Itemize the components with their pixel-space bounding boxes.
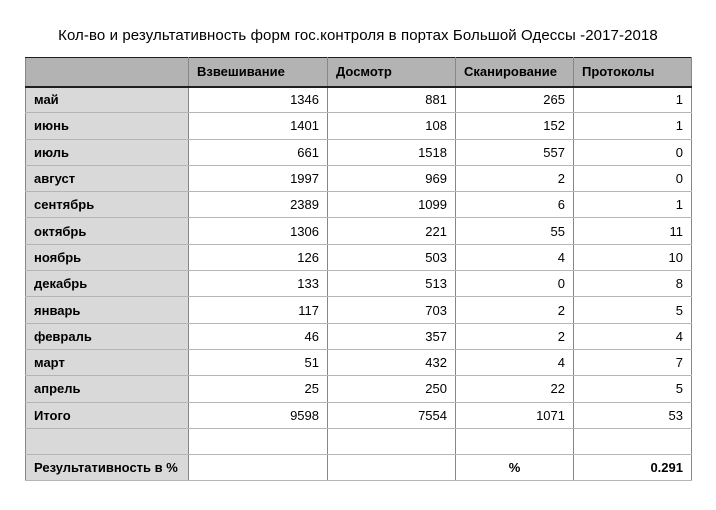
table-cell: 7554: [328, 402, 456, 428]
table-cell: 0: [456, 271, 574, 297]
table-cell: 9598: [189, 402, 328, 428]
table-cell: 46: [189, 323, 328, 349]
table-cell: 1: [574, 113, 692, 139]
data-table: [25, 57, 692, 481]
table-cell: [574, 428, 692, 454]
row-label: [26, 428, 189, 454]
table-cell: %: [456, 455, 574, 481]
table-cell: 2: [456, 297, 574, 323]
table-cell: 432: [328, 349, 456, 375]
table-cell: 221: [328, 218, 456, 244]
column-header: Протоколы: [574, 58, 692, 87]
table-row: [26, 87, 692, 113]
table-cell: 265: [456, 87, 574, 113]
table-cell: 108: [328, 113, 456, 139]
table-row: [26, 113, 692, 139]
table-cell: 969: [328, 165, 456, 191]
table-body: [26, 87, 692, 481]
table-cell: 10: [574, 244, 692, 270]
table-cell: 11: [574, 218, 692, 244]
table-row: [26, 165, 692, 191]
row-label: июнь: [26, 113, 189, 139]
table-cell: 250: [328, 376, 456, 402]
table-cell: 1401: [189, 113, 328, 139]
table-cell: 22: [456, 376, 574, 402]
table-cell: [189, 428, 328, 454]
table-cell: 53: [574, 402, 692, 428]
page-title: Кол-во и результативность форм гос.контроля в портах Большой Одессы -2017-2018: [58, 27, 658, 44]
table-cell: 0: [574, 165, 692, 191]
table-cell: 503: [328, 244, 456, 270]
row-label: сентябрь: [26, 192, 189, 218]
table-cell: 126: [189, 244, 328, 270]
table-cell: 8: [574, 271, 692, 297]
row-label: декабрь: [26, 271, 189, 297]
table-cell: 2: [456, 323, 574, 349]
table-cell: [328, 428, 456, 454]
table-cell: 0: [574, 139, 692, 165]
table-cell: 51: [189, 349, 328, 375]
row-label: август: [26, 165, 189, 191]
table-row: [26, 323, 692, 349]
table-cell: 4: [456, 244, 574, 270]
row-label: февраль: [26, 323, 189, 349]
column-header: Досмотр: [328, 58, 456, 87]
table-cell: 2389: [189, 192, 328, 218]
table-row: [26, 218, 692, 244]
table-cell: 1099: [328, 192, 456, 218]
table-cell: 6: [456, 192, 574, 218]
table-row: [26, 297, 692, 323]
table-row: [26, 139, 692, 165]
row-label: октябрь: [26, 218, 189, 244]
table-row: [26, 271, 692, 297]
table-cell: 1: [574, 192, 692, 218]
row-label: апрель: [26, 376, 189, 402]
table-cell: 1: [574, 87, 692, 113]
table-cell: 4: [574, 323, 692, 349]
header-row: [26, 58, 692, 87]
table-cell: [328, 455, 456, 481]
column-header: Сканирование: [456, 58, 574, 87]
table-cell: 1346: [189, 87, 328, 113]
table-cell: 513: [328, 271, 456, 297]
row-label: Результативность в %: [26, 455, 189, 481]
table-cell: [189, 455, 328, 481]
table-cell: 557: [456, 139, 574, 165]
table-row: [26, 402, 692, 428]
table-cell: 4: [456, 349, 574, 375]
row-label: январь: [26, 297, 189, 323]
column-header: Взвешивание: [189, 58, 328, 87]
row-label: март: [26, 349, 189, 375]
corner-header-cell: [26, 58, 189, 87]
table-cell: 1997: [189, 165, 328, 191]
table-cell: 5: [574, 297, 692, 323]
table-cell: 25: [189, 376, 328, 402]
table-cell: 55: [456, 218, 574, 244]
table-cell: 133: [189, 271, 328, 297]
table-row: [26, 428, 692, 454]
table-cell: 357: [328, 323, 456, 349]
table-cell: 7: [574, 349, 692, 375]
table-cell: 5: [574, 376, 692, 402]
table-row: [26, 455, 692, 481]
table-row: [26, 244, 692, 270]
table-cell: 661: [189, 139, 328, 165]
table-row: [26, 349, 692, 375]
table-head: [26, 58, 692, 87]
table-cell: 117: [189, 297, 328, 323]
row-label: ноябрь: [26, 244, 189, 270]
table-cell: [456, 428, 574, 454]
table-cell: 881: [328, 87, 456, 113]
table-cell: 2: [456, 165, 574, 191]
table-cell: 0.291: [574, 455, 692, 481]
row-label: июль: [26, 139, 189, 165]
table-row: [26, 376, 692, 402]
row-label: Итого: [26, 402, 189, 428]
table-cell: 1518: [328, 139, 456, 165]
table-cell: 1071: [456, 402, 574, 428]
table-row: [26, 192, 692, 218]
table-cell: 1306: [189, 218, 328, 244]
row-label: май: [26, 87, 189, 113]
table-cell: 152: [456, 113, 574, 139]
table-cell: 703: [328, 297, 456, 323]
